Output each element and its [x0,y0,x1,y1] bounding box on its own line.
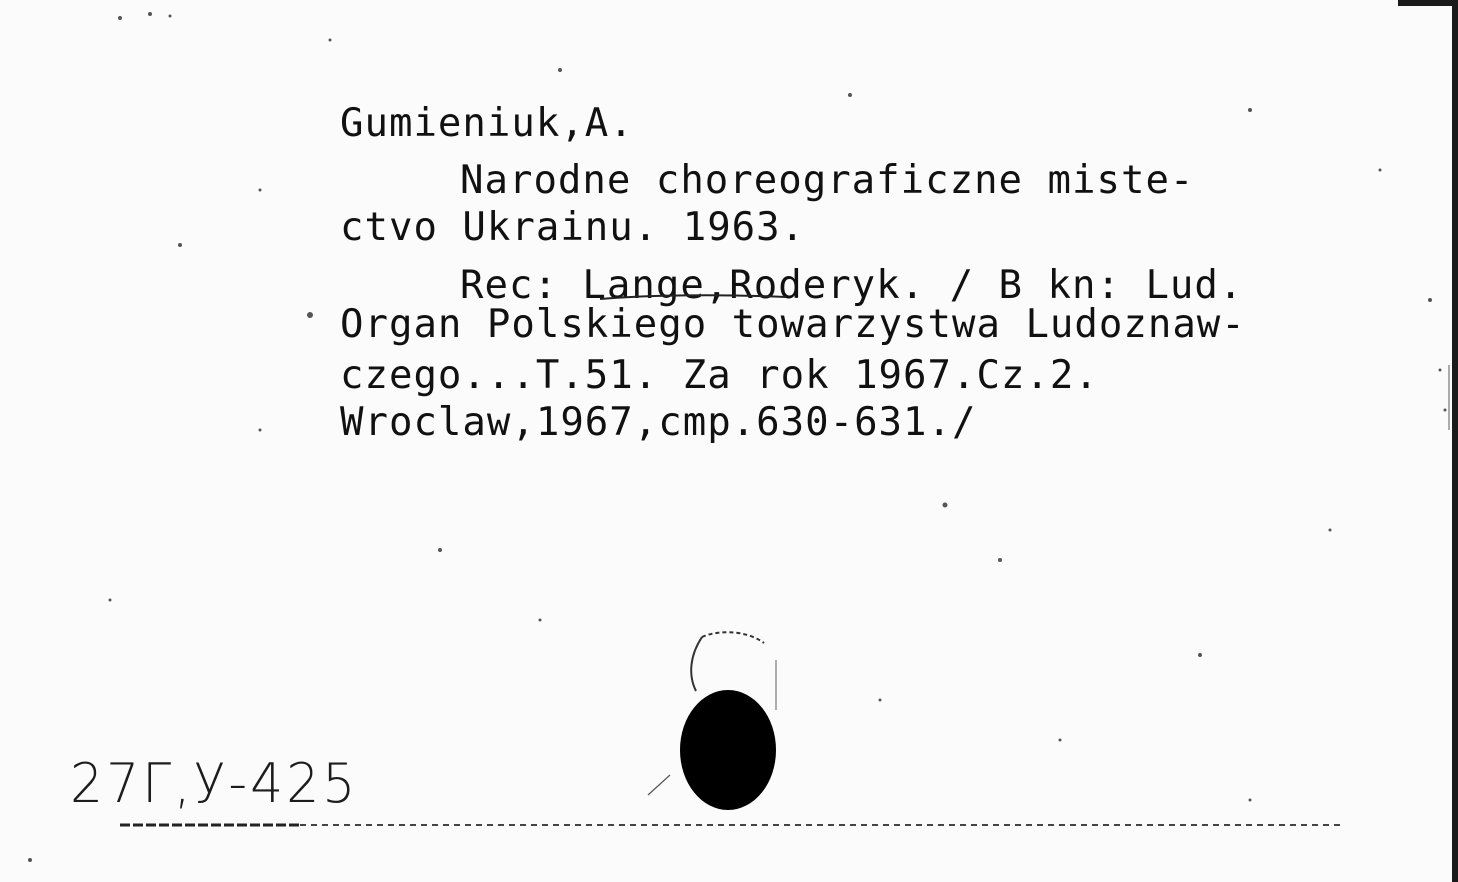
review-line-4: Wroclaw,1967,cmp.630-631./ [340,400,977,445]
shelfmark: 27Г,У-425 [70,752,359,816]
title-line-1: Narodne choreograficzne miste- [460,158,1195,203]
handwritten-underline [598,291,788,303]
bottom-rule [120,818,1340,832]
punch-hole [640,625,790,815]
review-line-2: Organ Polskiego towarzystwa Ludoznaw- [340,302,1246,347]
author-line: Gumieniuk,A. [340,101,634,146]
review-line-1: Rec: Lange,Roderyk. / B kn: Lud. [460,263,1244,308]
title-line-2: ctvo Ukrainu. 1963. [340,205,806,250]
review-line-3: czego...T.51. Za rok 1967.Cz.2. [340,353,1099,398]
